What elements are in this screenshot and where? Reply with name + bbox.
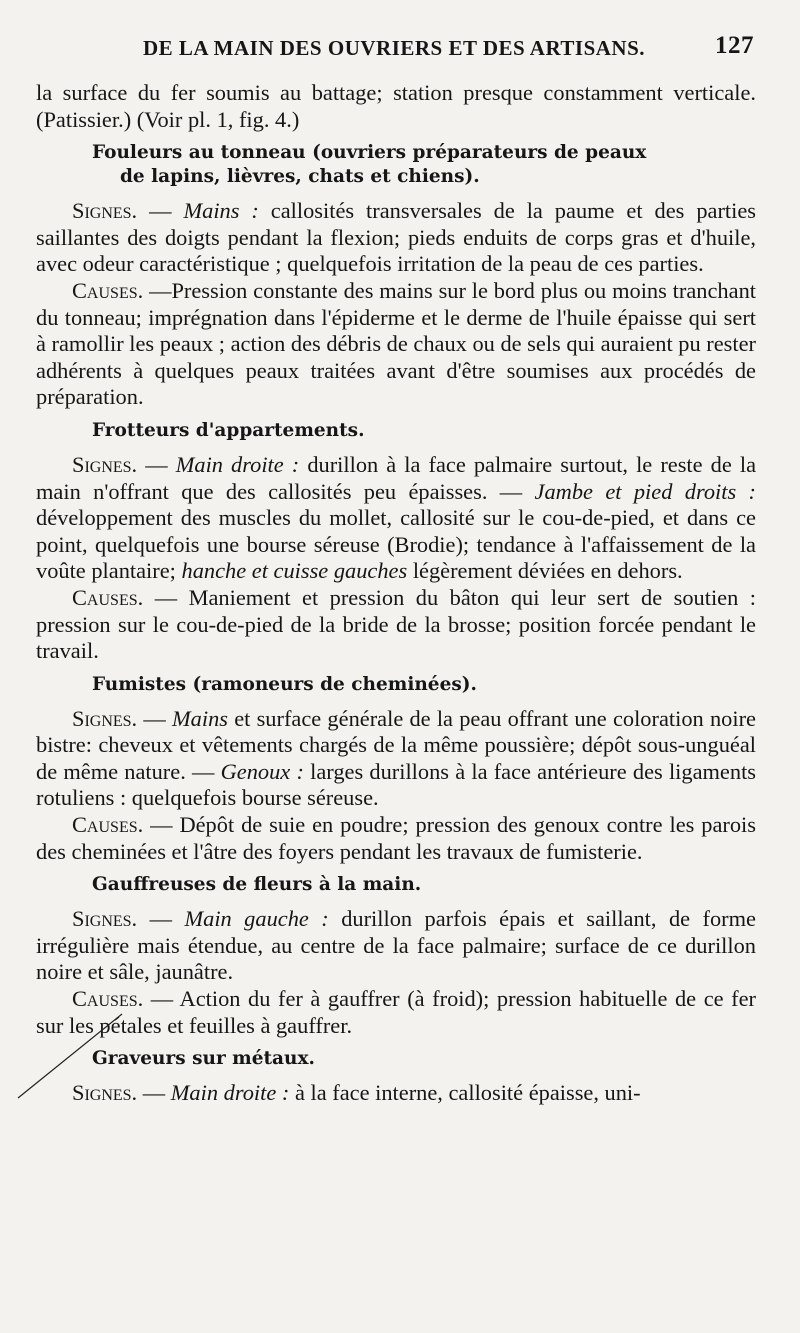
section-heading-graveurs: Graveurs sur métaux.	[92, 1048, 315, 1070]
signes-organ: Mains :	[183, 198, 259, 224]
causes-label: Causes.	[72, 812, 144, 838]
causes-paragraph	[36, 986, 756, 1039]
dash: —	[149, 906, 173, 932]
signes-organ: hanche et cuisse gauches	[181, 558, 408, 584]
header-title: DE LA MAIN DES OUVRIERS ET DES ARTISANS.	[143, 36, 646, 60]
heading-line-2: de lapins, lièvres, chats et chiens).	[120, 166, 480, 188]
signes-paragraph	[36, 452, 756, 585]
signes-organ: Main gauche :	[184, 906, 329, 932]
signes-label: Signes.	[72, 198, 138, 224]
causes-paragraph	[36, 812, 756, 865]
page-number: 127	[715, 32, 754, 59]
causes-label: Causes.	[72, 584, 144, 610]
signes-text: callosités transversales de la paume et des parties saillantes des doigts pendant la flexion; pieds enduits de corps gras et d'huile, avec odeur caractéristique ; quelquefois irritation de la peau de ces parties.	[36, 198, 756, 277]
dash: —	[142, 1080, 166, 1106]
dash: —	[150, 986, 174, 1012]
causes-text: Maniement et pression du bâton qui leur sert de soutien : pression sur le cou-de-pied de la bride de la brosse; position forcée pendant le travail.	[36, 584, 756, 664]
signes-text: à la face interne, callosité épaisse, uni-	[294, 1080, 641, 1106]
dash: —	[149, 198, 172, 224]
signes-text: durillon à la face palmaire surtout, le reste de la main n'offrant que des callosités peu épaisses. —	[36, 451, 757, 504]
causes-label: Causes.	[72, 986, 144, 1012]
signes-organ: Jambe et pied droits :	[534, 478, 756, 504]
signes-label: Signes.	[72, 906, 138, 932]
running-header	[0, 32, 800, 66]
intro-paragraph: la surface du fer soumis au battage; station presque constamment verticale. (Patissier.) (Voir pl. 1, fig. 4.)	[36, 80, 756, 132]
signes-text: larges durillons à la face antérieure des ligaments rotuliens : quelquefois bourse séreuse.	[36, 758, 756, 811]
signes-text: légèrement déviées en dehors.	[412, 558, 683, 584]
section-heading-gauffreuses: Gauffreuses de fleurs à la main.	[92, 874, 422, 896]
signes-text: et surface générale de la peau offrant une coloration noire bistre: cheveux et vêtements chargés de la même poussière; dépôt sous-unguéal de même nature. —	[36, 705, 756, 784]
causes-label: Causes.	[72, 277, 144, 303]
signes-label: Signes.	[72, 451, 138, 477]
signes-paragraph	[36, 906, 756, 986]
dash: —	[154, 584, 178, 610]
causes-paragraph	[36, 278, 756, 411]
signes-organ: Main droite :	[175, 451, 300, 477]
signes-paragraph	[36, 198, 756, 278]
section-heading-frotteurs: Frotteurs d'appartements.	[92, 419, 365, 441]
causes-paragraph	[36, 585, 756, 665]
causes-text: Action du fer à gauffrer (à froid); pression habituelle de ce fer sur les pétales et feuilles à gauffrer.	[36, 986, 756, 1038]
signes-organ: Main droite :	[170, 1080, 290, 1106]
signes-label: Signes.	[72, 1080, 138, 1106]
causes-text: Dépôt de suie en poudre; pression des genoux contre les parois des cheminées et l'âtre des foyers pendant les travaux de fumisterie.	[36, 812, 756, 864]
signes-paragraph	[36, 1080, 756, 1107]
dash: —	[149, 277, 172, 303]
signes-organ: Mains	[172, 705, 228, 731]
heading-line-1: Fouleurs au tonneau (ouvriers préparateurs de peaux	[92, 142, 647, 164]
section-heading-fumistes: Fumistes (ramoneurs de cheminées).	[92, 673, 477, 695]
signes-organ: Genoux :	[220, 758, 304, 784]
signes-text: durillon parfois épais et saillant, de forme irrégulière mais étendue, au centre de la face palmaire; surface de ce durillon noire et sâle, jaunâtre.	[36, 906, 756, 985]
signes-paragraph	[36, 706, 756, 812]
signes-text: développement des muscles du mollet, callosité sur le cou-de-pied, et dans ce point, quelquefois une bourse séreuse (Brodie); tendance à l'affaissement de la voûte plantaire;	[36, 505, 756, 584]
dash: —	[150, 812, 173, 838]
dash: —	[143, 705, 166, 731]
signes-label: Signes.	[72, 705, 138, 731]
dash: —	[145, 451, 168, 477]
section-heading-fouleurs	[36, 141, 756, 189]
page-body	[36, 80, 756, 1107]
causes-text: Pression constante des mains sur le bord plus ou moins tranchant du tonneau; imprégnation dans l'épiderme et le derme de l'huile épaisse qui sert à ramollir les peaux ; action des débris de chaux ou de sels qui auraient pu rester adhérents à quelques peaux traitées avant d'être soumises aux procédés de préparation.	[36, 277, 756, 410]
